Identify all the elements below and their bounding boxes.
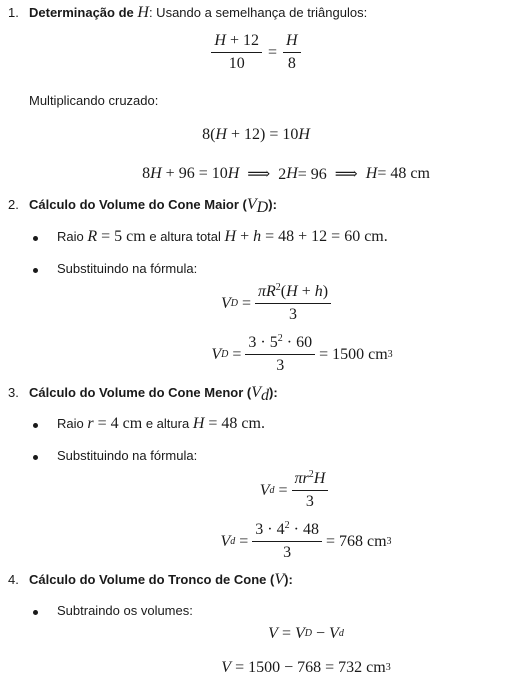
step-1-var: H (137, 4, 149, 21)
step-3-number: 3. (8, 385, 19, 400)
vd-formula: V D = $\frac{\pi R^2(H + h)}{3}$ (20, 283, 512, 324)
similarity-equation: $\frac{H + 12}{10}$ = $\frac{H}{8}$ (0, 32, 512, 73)
substituindo-label-1: Substituindo na fórmula: (57, 261, 198, 276)
step-1-after: : Usando a semelhança de triângulos: (148, 5, 368, 20)
raio-small-line: Raio r = 4 cm e altura H = 48 cm. (57, 415, 265, 432)
step-4-number: 4. (8, 572, 19, 587)
vd-computed: V D = $\frac{3 \cdot 5^2 \cdot 60}{3}$ = 1500 cm 3 (211, 333, 393, 374)
v-difference: V = V D − V d (268, 625, 344, 642)
step-1-heading (29, 5, 367, 21)
bullet-raio-small (33, 423, 38, 428)
step-2-heading: Cálculo do Volume do Cone Maior $(V_D)$: (29, 196, 277, 216)
raio-big-line: Raio R = 5 cm e altura total H + h = 48 + 12 = 60 cm. (57, 228, 388, 245)
cross-multiply-equation: 8( H + 12) = 10 H (202, 126, 310, 143)
step-4-heading: Cálculo do Volume do Tronco de Cone (V): (29, 571, 293, 588)
subtraindo-label: Subtraindo os volumes: (57, 603, 193, 618)
bullet-subtraindo (33, 610, 38, 615)
bullet-raio-big (33, 236, 38, 241)
step-1-number: 1. (8, 5, 19, 20)
v-result: V = 1500 − 768 = 732 cm 3 (221, 659, 391, 676)
step-1-title: Determinação de (29, 5, 134, 20)
vsmall-formula: V d = $\frac{\pi r^2H}{3}$ (38, 470, 512, 511)
fraction-h-plus-12-over-10: $\frac{H + 12}{10}$ (211, 32, 262, 73)
vsmall-computed: V d = $\frac{3 \cdot 4^2 \cdot 48}{3}$ = 768 cm 3 (220, 520, 392, 561)
step-3-heading: Cálculo do Volume do Cone Menor $(V_d)$: (29, 384, 278, 404)
fraction-h-over-8: $\frac{H}{8}$ (283, 32, 301, 73)
step-2-number: 2. (8, 197, 19, 212)
bullet-substituindo-2 (33, 455, 38, 460)
cross-multiply-label: Multiplicando cruzado: (29, 93, 159, 108)
substituindo-label-2: Substituindo na fórmula: (57, 448, 198, 463)
bullet-substituindo-1 (33, 268, 38, 273)
solve-h-equation: 8 H + 96 = 10 H ⟹ 2 H = 96 ⟹ H = 48 cm (142, 165, 430, 183)
